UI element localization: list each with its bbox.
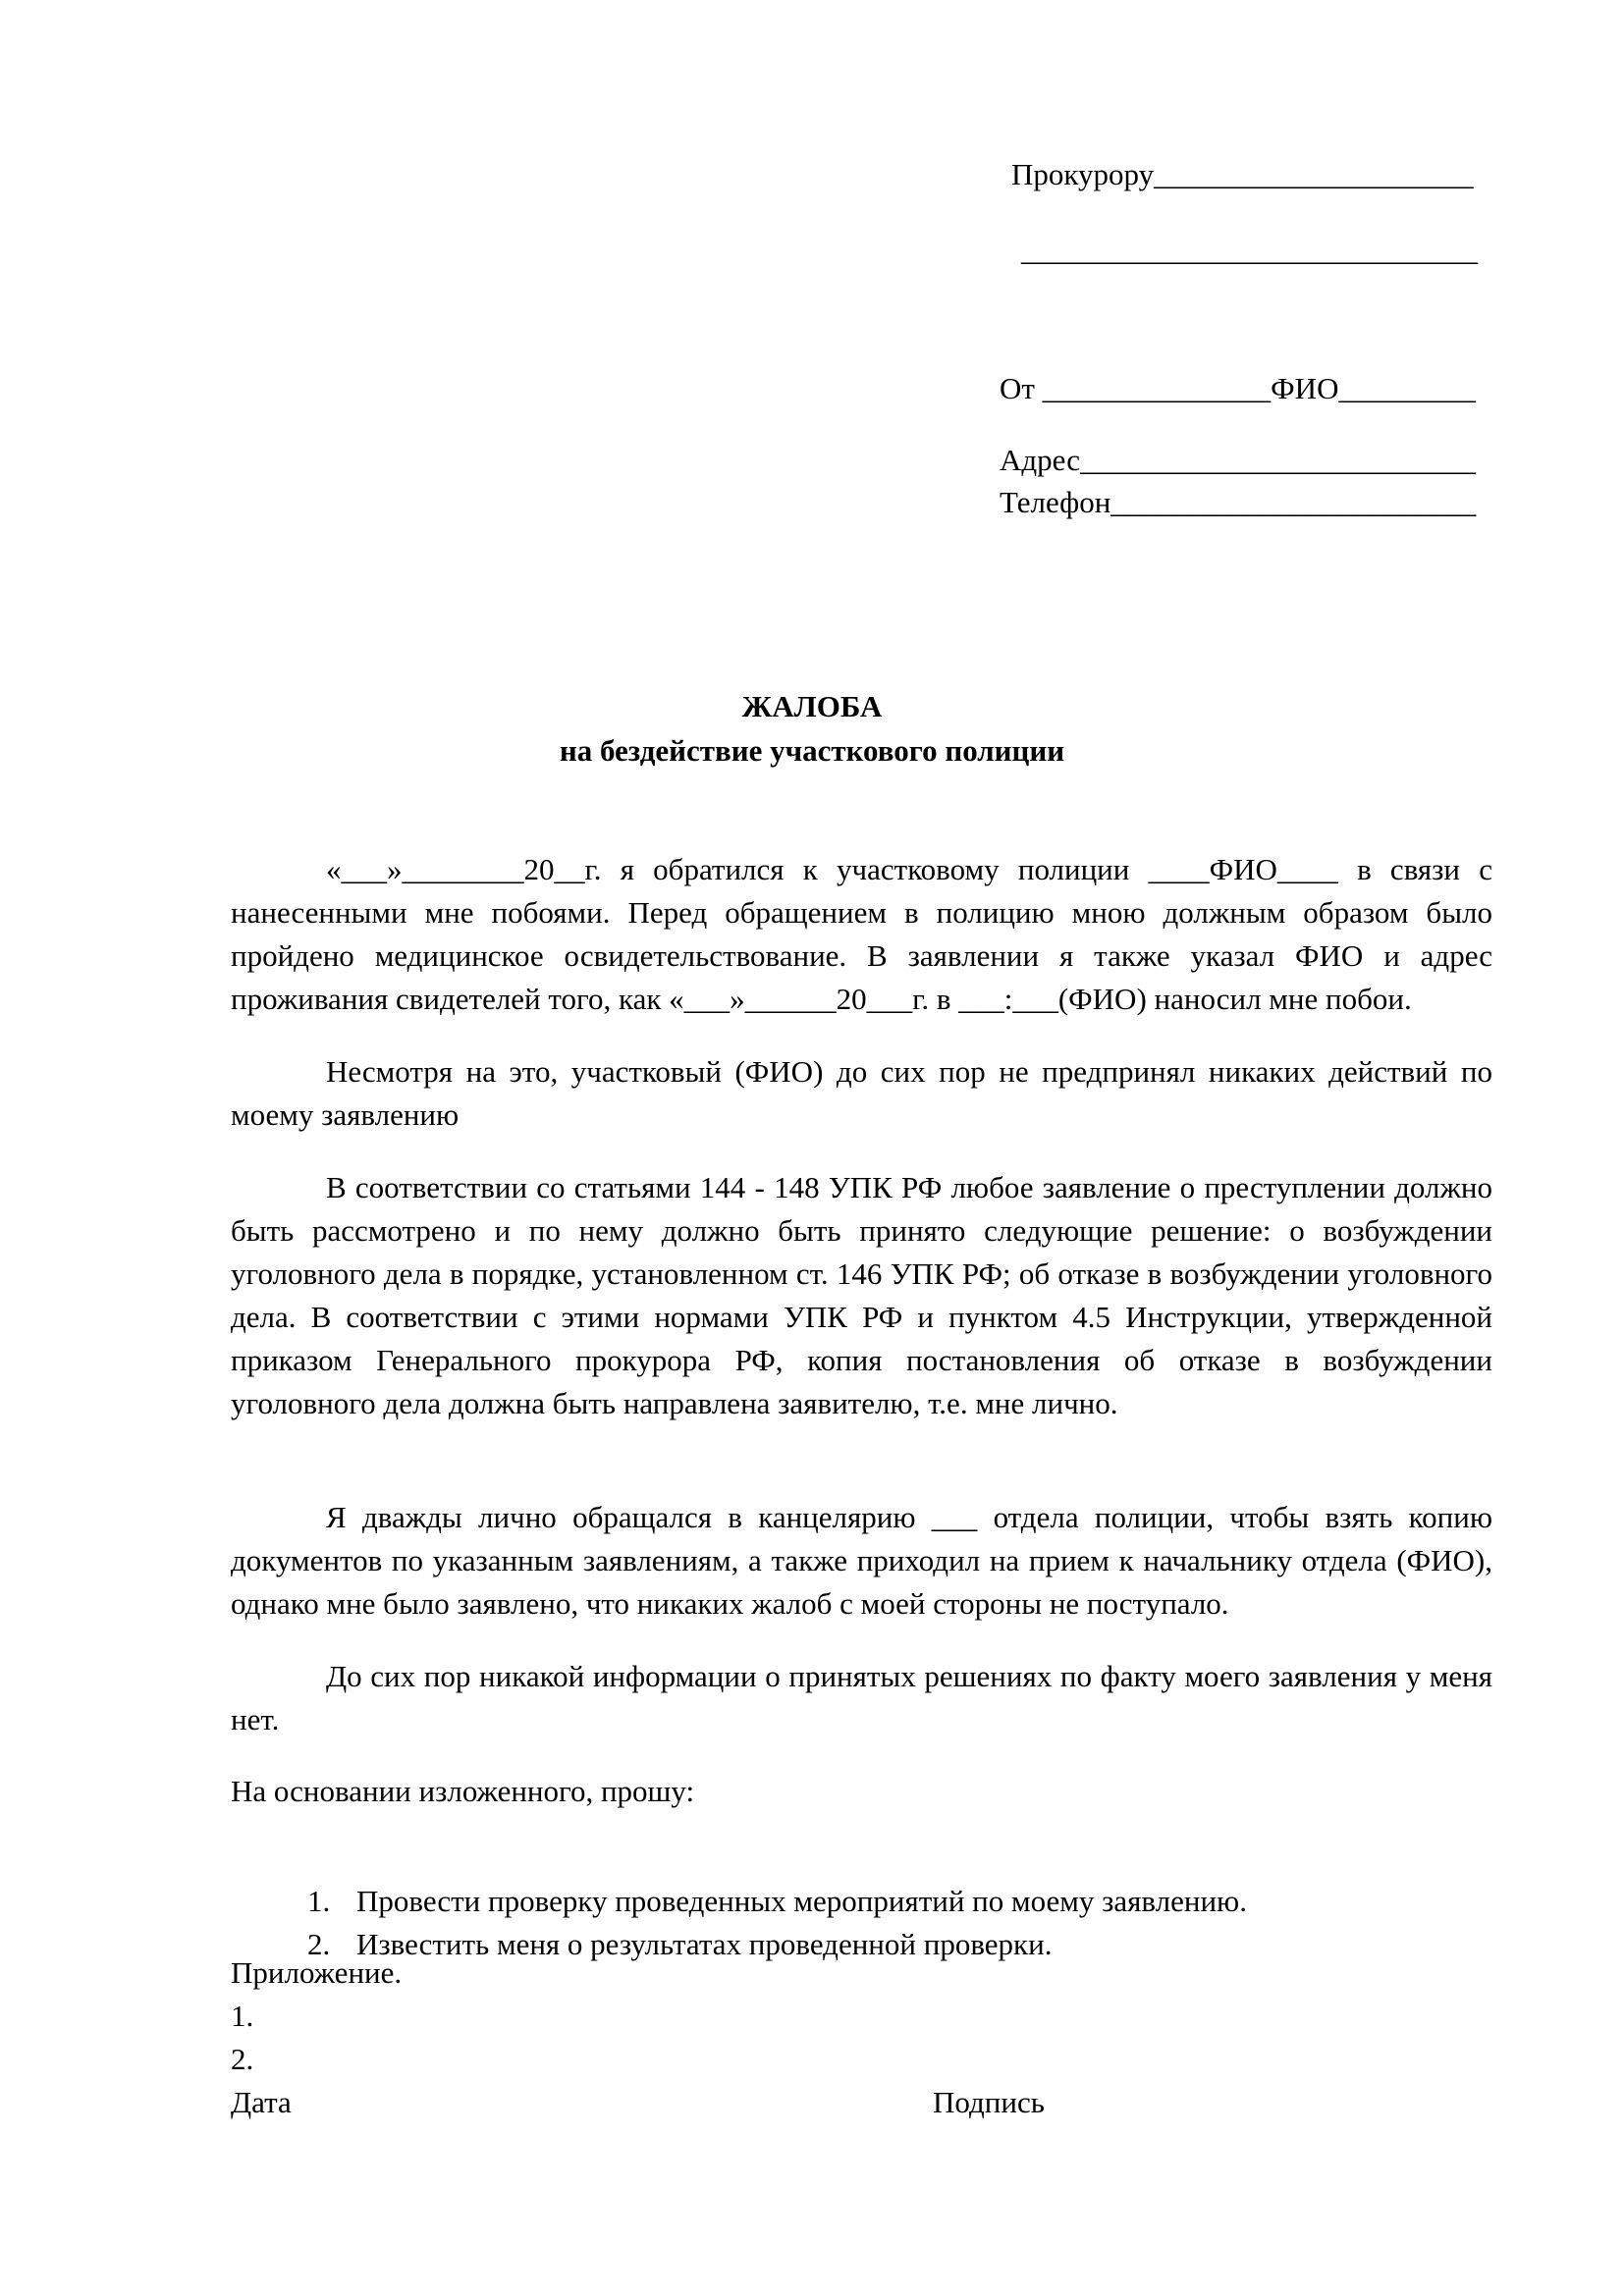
list-item-number: 1.: [307, 1884, 331, 1918]
signature-label: Подпись: [933, 2085, 1045, 2119]
list-item-text: Известить меня о результатах проведенной проверки.: [356, 1927, 1053, 1961]
paragraph-1: «___»________20__г. я обратился к участковому полиции ____ФИО____ в связи с нанесенными мне побоями. Перед обращением в полицию мною должным образом было пройдено медицинское освидетельствование. В заявлении я также указал ФИО и адрес проживания свидетелей того, как «___»______20___г. в ___:___(ФИО) наносил мне побои.: [231, 852, 1492, 1016]
paragraph-2: Несмотря на это, участковый (ФИО) до сих пор не предпринял никаких действий по моему заявлению: [231, 1054, 1492, 1132]
attachment-item: 2.: [231, 2042, 254, 2076]
paragraph-3: В соответствии со статьями 144 - 148 УПК РФ любое заявление о преступлении должно быть рассмотрено и по нему должно быть принято следующие решение: о возбуждении уголовного дела в порядке, установленном ст. 146 УПК РФ; об отказе в возбуждении уголовного дела. В соответствии с этими нормами УПК РФ и пунктом 4.5 Инструкции, утвержденной приказом Генерального прокурора РФ, копия постановления об отказе в возбуждении уголовного дела должна быть направлена заявителю, т.е. мне лично.: [231, 1170, 1492, 1420]
prosecutor-extra-line: ______________________________: [1021, 233, 1478, 267]
request-intro: На основании изложенного, прошу:: [231, 1774, 695, 1808]
phone-line: Телефон________________________: [1000, 485, 1477, 519]
date-label: Дата: [231, 2085, 292, 2119]
document-title: ЖАЛОБА: [741, 689, 883, 723]
address-line: Адрес__________________________: [1000, 443, 1476, 477]
paragraph-4: Я дважды лично обращался в канцелярию ___ отдела полиции, чтобы взять копию документов по указанным заявлениям, а также приходил на прием к начальнику отдела (ФИО), однако мне было заявлено, что никаких жалоб с моей стороны не поступало.: [231, 1500, 1492, 1621]
paragraph-5: До сих пор никакой информации о принятых решениях по факту моего заявления у меня нет.: [231, 1659, 1492, 1736]
list-item-text: Провести проверку проведенных мероприятий по моему заявлению.: [356, 1884, 1247, 1918]
attachment-item: 1.: [231, 1999, 254, 2033]
prosecutor-line: Прокурору_____________________: [1011, 157, 1474, 191]
list-item-number: 2.: [307, 1927, 331, 1961]
document-subtitle: на бездействие участкового полиции: [559, 733, 1065, 768]
from-line: От _______________ФИО_________: [1000, 371, 1476, 405]
attachments-label: Приложение.: [231, 1955, 403, 1990]
